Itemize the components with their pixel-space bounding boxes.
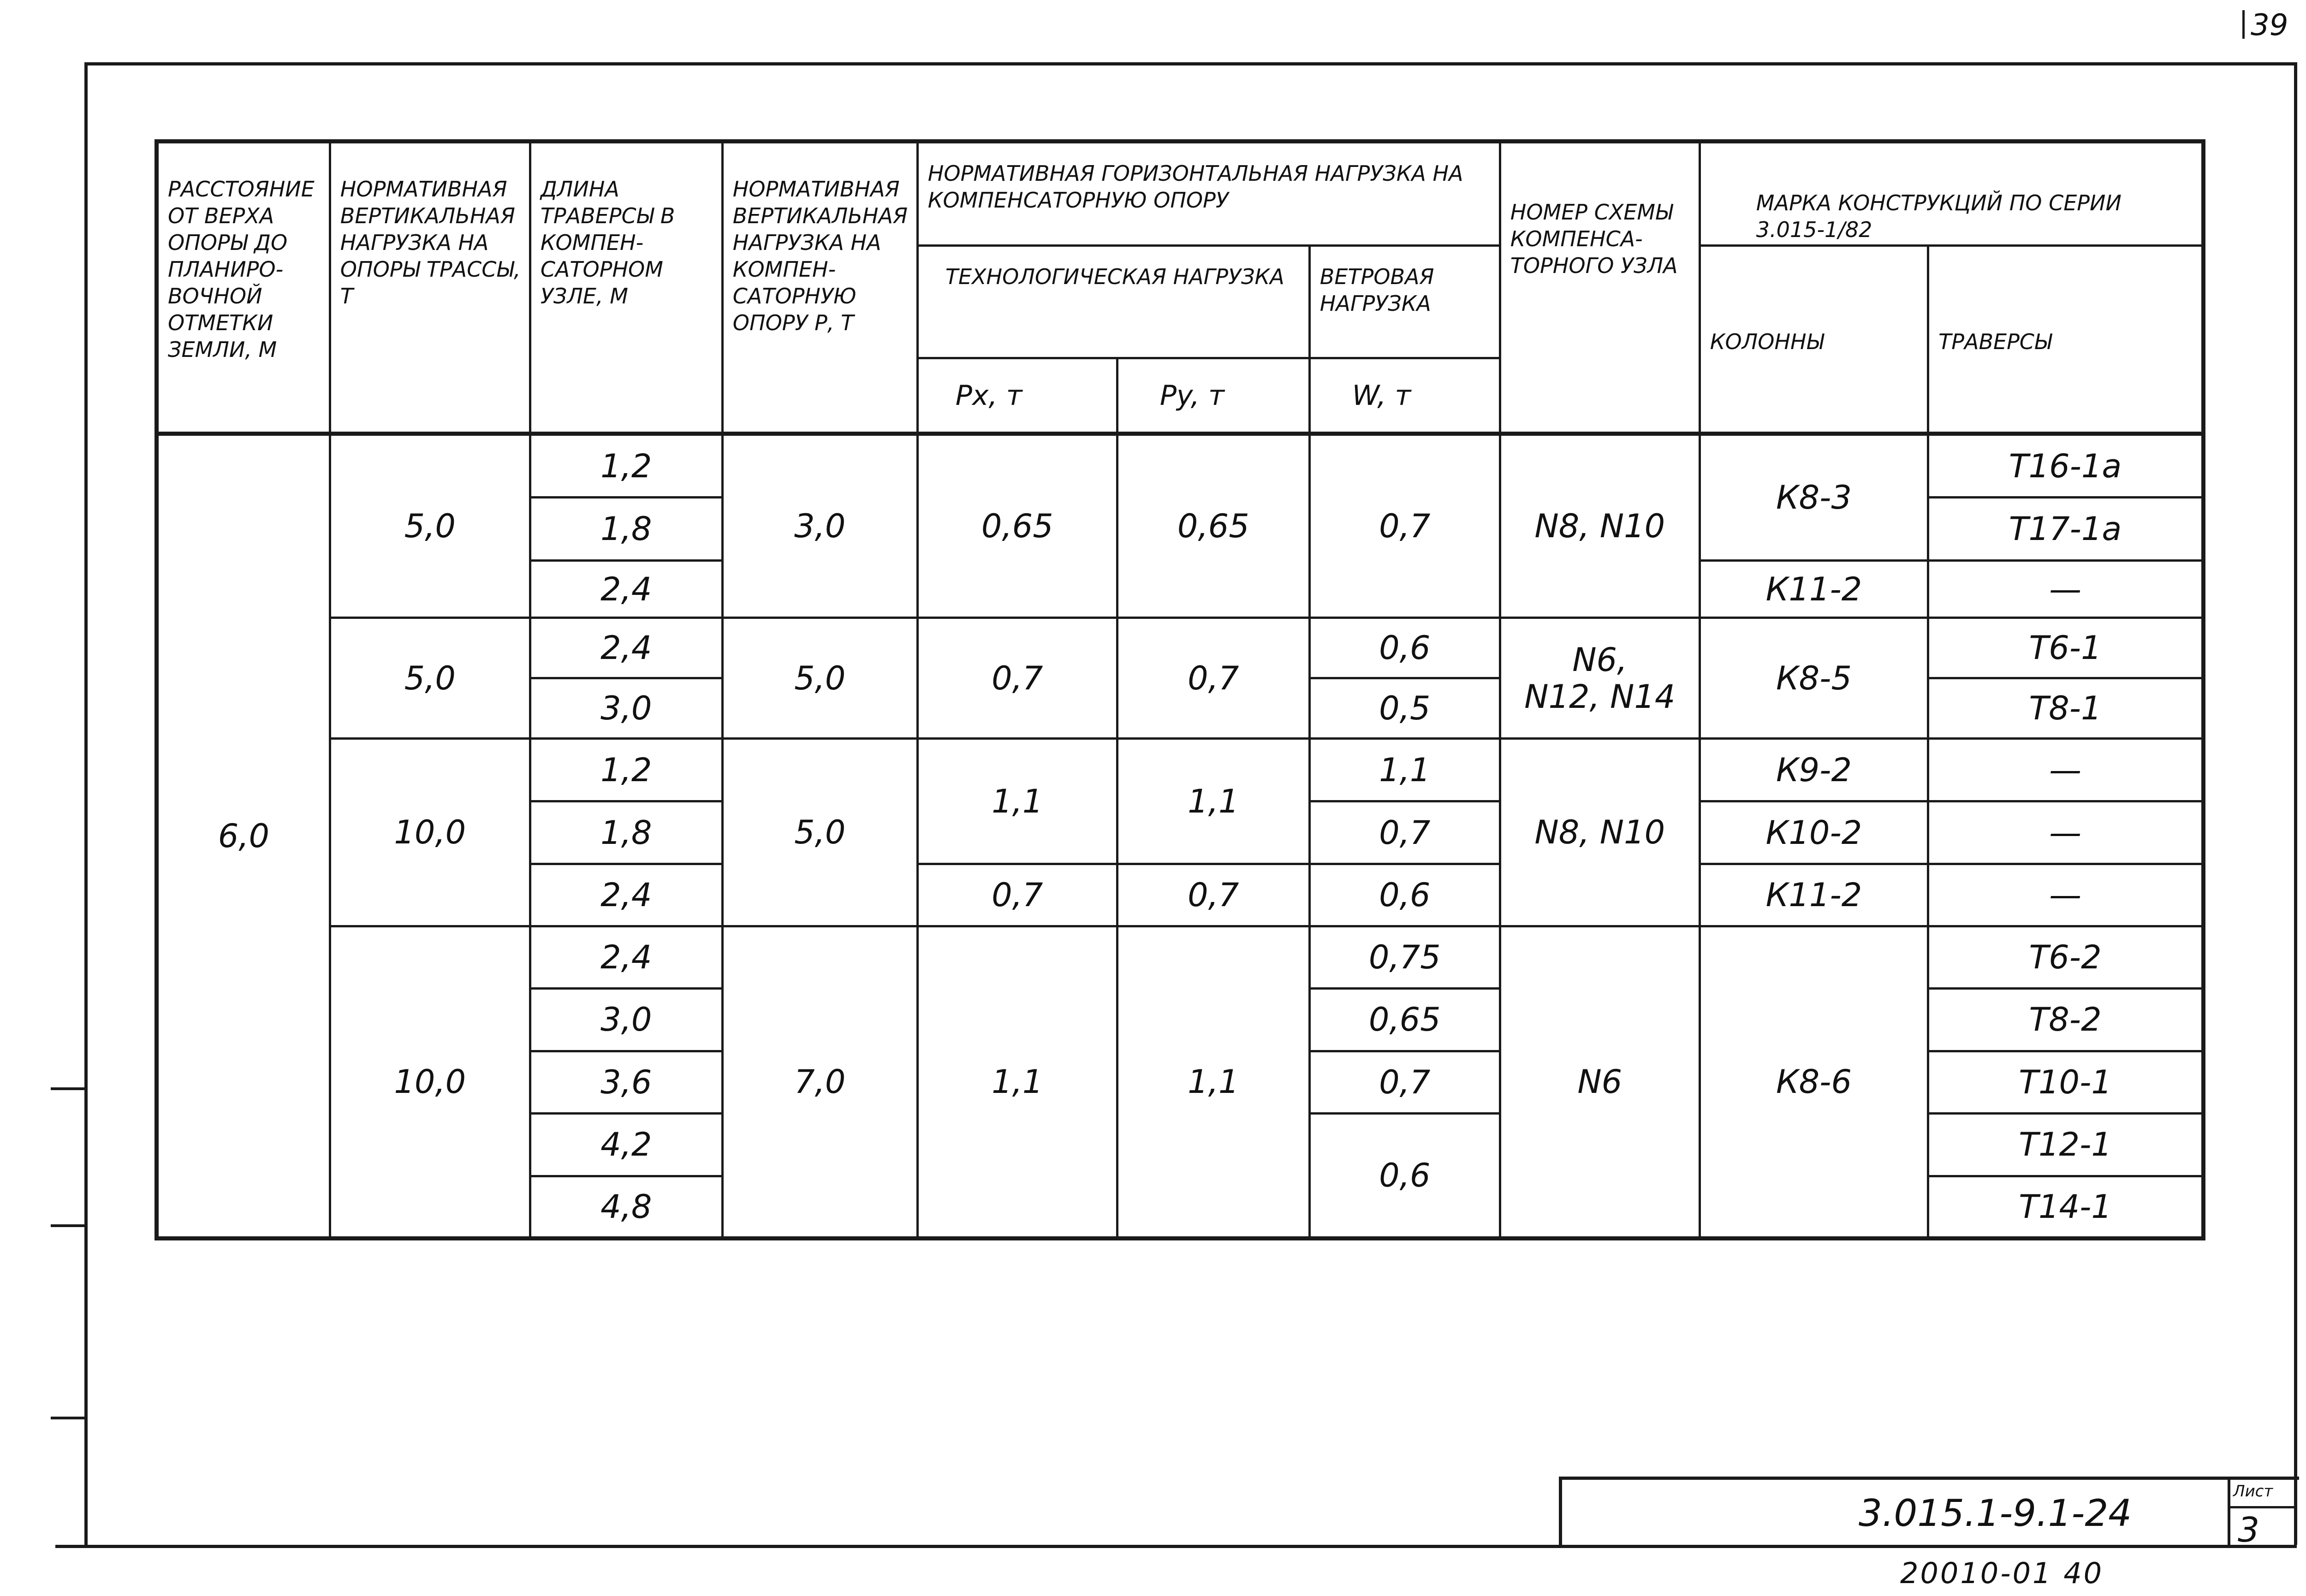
g1-traverse: Т16-1а — [1928, 434, 2204, 498]
g3-traverse: — — [1928, 864, 2204, 926]
g2-vertical-load: 5,0 — [330, 618, 530, 739]
g2-w: 0,6 — [1309, 618, 1500, 678]
g4-scheme: N6 — [1500, 926, 1700, 1238]
document-code: 3.015.1-9.1-24 — [1859, 1492, 2132, 1535]
g2-scheme-line-1: N6, — [1572, 641, 1628, 679]
g4-vertical-load: 10,0 — [330, 926, 530, 1238]
g4-column: К8-6 — [1700, 926, 1928, 1238]
g3-scheme: N8, N10 — [1500, 739, 1700, 926]
g3-w: 1,1 — [1309, 739, 1500, 801]
g2-scheme — [1500, 618, 1700, 739]
distance-value: 6,0 — [157, 434, 330, 1239]
header-traverses: ТРАВЕРСЫ — [1928, 246, 2204, 434]
g1-vertical-load: 5,0 — [330, 434, 530, 618]
header-scheme-number: НОМЕР СХЕМЫ КОМПЕНСА-ТОРНОГО УЗЛА — [1500, 142, 1700, 434]
page-number-bar — [2242, 10, 2245, 39]
header-construction-brand: МАРКА КОНСТРУКЦИЙ ПО СЕРИИ 3.015-1/82 — [1700, 142, 2203, 246]
g3-length: 1,8 — [530, 801, 722, 864]
g1-length: 1,2 — [530, 434, 722, 498]
page-number: 39 — [2251, 8, 2288, 42]
g4-traverse: Т12-1 — [1928, 1113, 2204, 1176]
header-px: Px, т — [917, 358, 1117, 433]
g2-w: 0,5 — [1309, 678, 1500, 739]
g3-column: К10-2 — [1700, 801, 1928, 864]
margin-tick — [51, 1417, 88, 1419]
g3-w: 0,6 — [1309, 864, 1500, 926]
g3-traverse: — — [1928, 801, 2204, 864]
g3-length: 2,4 — [530, 864, 722, 926]
sheet-number: 3 — [2238, 1510, 2260, 1550]
g4-traverse: Т14-1 — [1928, 1176, 2204, 1238]
header-w: W, т — [1309, 358, 1500, 433]
g3-px: 0,7 — [917, 864, 1117, 926]
g3-length: 1,2 — [530, 739, 722, 801]
g4-traverse: Т8-2 — [1928, 988, 2204, 1051]
g4-w: 0,65 — [1309, 988, 1500, 1051]
g3-px: 1,1 — [917, 739, 1117, 864]
header-distance: РАССТОЯНИЕ ОТ ВЕРХА ОПОРЫ ДО ПЛАНИРО-ВОЧНОЙ ОТМЕТКИ ЗЕМЛИ, М — [157, 142, 330, 434]
g1-length: 2,4 — [530, 561, 722, 618]
g2-traverse: Т6-1 — [1928, 618, 2204, 678]
g4-w: 0,7 — [1309, 1051, 1500, 1113]
inventory-number: 20010-01 40 — [1900, 1556, 2104, 1590]
g4-py: 1,1 — [1117, 926, 1309, 1238]
g4-length: 2,4 — [530, 926, 722, 988]
g4-length: 3,6 — [530, 1051, 722, 1113]
g4-w: 0,75 — [1309, 926, 1500, 988]
sheet-label: Лист — [2233, 1482, 2273, 1501]
g3-py: 1,1 — [1117, 739, 1309, 864]
g2-length: 2,4 — [530, 618, 722, 678]
g1-py: 0,65 — [1117, 434, 1309, 618]
header-py: Py, т — [1117, 358, 1309, 433]
g3-p: 5,0 — [722, 739, 917, 926]
g4-length: 4,2 — [530, 1113, 722, 1176]
header-vertical-load-compensator: НОРМАТИВНАЯ ВЕРТИКАЛЬНАЯ НАГРУЗКА НА КОМПЕН-САТОРНУЮ ОПОРУ Р, Т — [722, 142, 917, 434]
g1-p: 3,0 — [722, 434, 917, 618]
g4-traverse: Т10-1 — [1928, 1051, 2204, 1113]
header-horizontal-load: НОРМАТИВНАЯ ГОРИЗОНТАЛЬНАЯ НАГРУЗКА НА КОМПЕНСАТОРНУЮ ОПОРУ — [917, 142, 1500, 246]
header-vertical-load-route: НОРМАТИВНАЯ ВЕРТИКАЛЬНАЯ НАГРУЗКА НА ОПОРЫ ТРАССЫ, Т — [330, 142, 530, 434]
g2-length: 3,0 — [530, 678, 722, 739]
sheet-divider — [2228, 1506, 2297, 1508]
margin-tick — [51, 1087, 88, 1090]
g1-column: К8-3 — [1700, 434, 1928, 561]
g1-traverse: Т17-1а — [1928, 498, 2204, 561]
g2-px: 0,7 — [917, 618, 1117, 739]
g1-traverse: — — [1928, 561, 2204, 618]
header-wind-load: ВЕТРОВАЯ НАГРУЗКА — [1309, 246, 1500, 358]
g4-length: 4,8 — [530, 1176, 722, 1238]
g1-scheme: N8, N10 — [1500, 434, 1700, 618]
g4-p: 7,0 — [722, 926, 917, 1238]
g2-scheme-line-2: N12, N14 — [1524, 677, 1676, 716]
g1-length: 1,8 — [530, 498, 722, 561]
g3-w: 0,7 — [1309, 801, 1500, 864]
g2-p: 5,0 — [722, 618, 917, 739]
g4-w: 0,6 — [1309, 1113, 1500, 1238]
g3-column: К11-2 — [1700, 864, 1928, 926]
g4-traverse: Т6-2 — [1928, 926, 2204, 988]
g4-length: 3,0 — [530, 988, 722, 1051]
g3-traverse: — — [1928, 739, 2204, 801]
g1-w: 0,7 — [1309, 434, 1500, 618]
header-columns: КОЛОННЫ — [1700, 246, 1928, 434]
g2-py: 0,7 — [1117, 618, 1309, 739]
load-specification-table — [155, 139, 2205, 1240]
g2-column: К8-5 — [1700, 618, 1928, 739]
margin-tick — [51, 1224, 88, 1227]
g3-column: К9-2 — [1700, 739, 1928, 801]
g1-px: 0,65 — [917, 434, 1117, 618]
header-technological-load: ТЕХНОЛОГИЧЕСКАЯ НАГРУЗКА — [917, 246, 1309, 358]
g2-traverse: Т8-1 — [1928, 678, 2204, 739]
g4-px: 1,1 — [917, 926, 1117, 1238]
header-traverse-length: ДЛИНА ТРАВЕРСЫ В КОМПЕН-САТОРНОМ УЗЛЕ, М — [530, 142, 722, 434]
g1-column: К11-2 — [1700, 561, 1928, 618]
g3-py: 0,7 — [1117, 864, 1309, 926]
g3-vertical-load: 10,0 — [330, 739, 530, 926]
